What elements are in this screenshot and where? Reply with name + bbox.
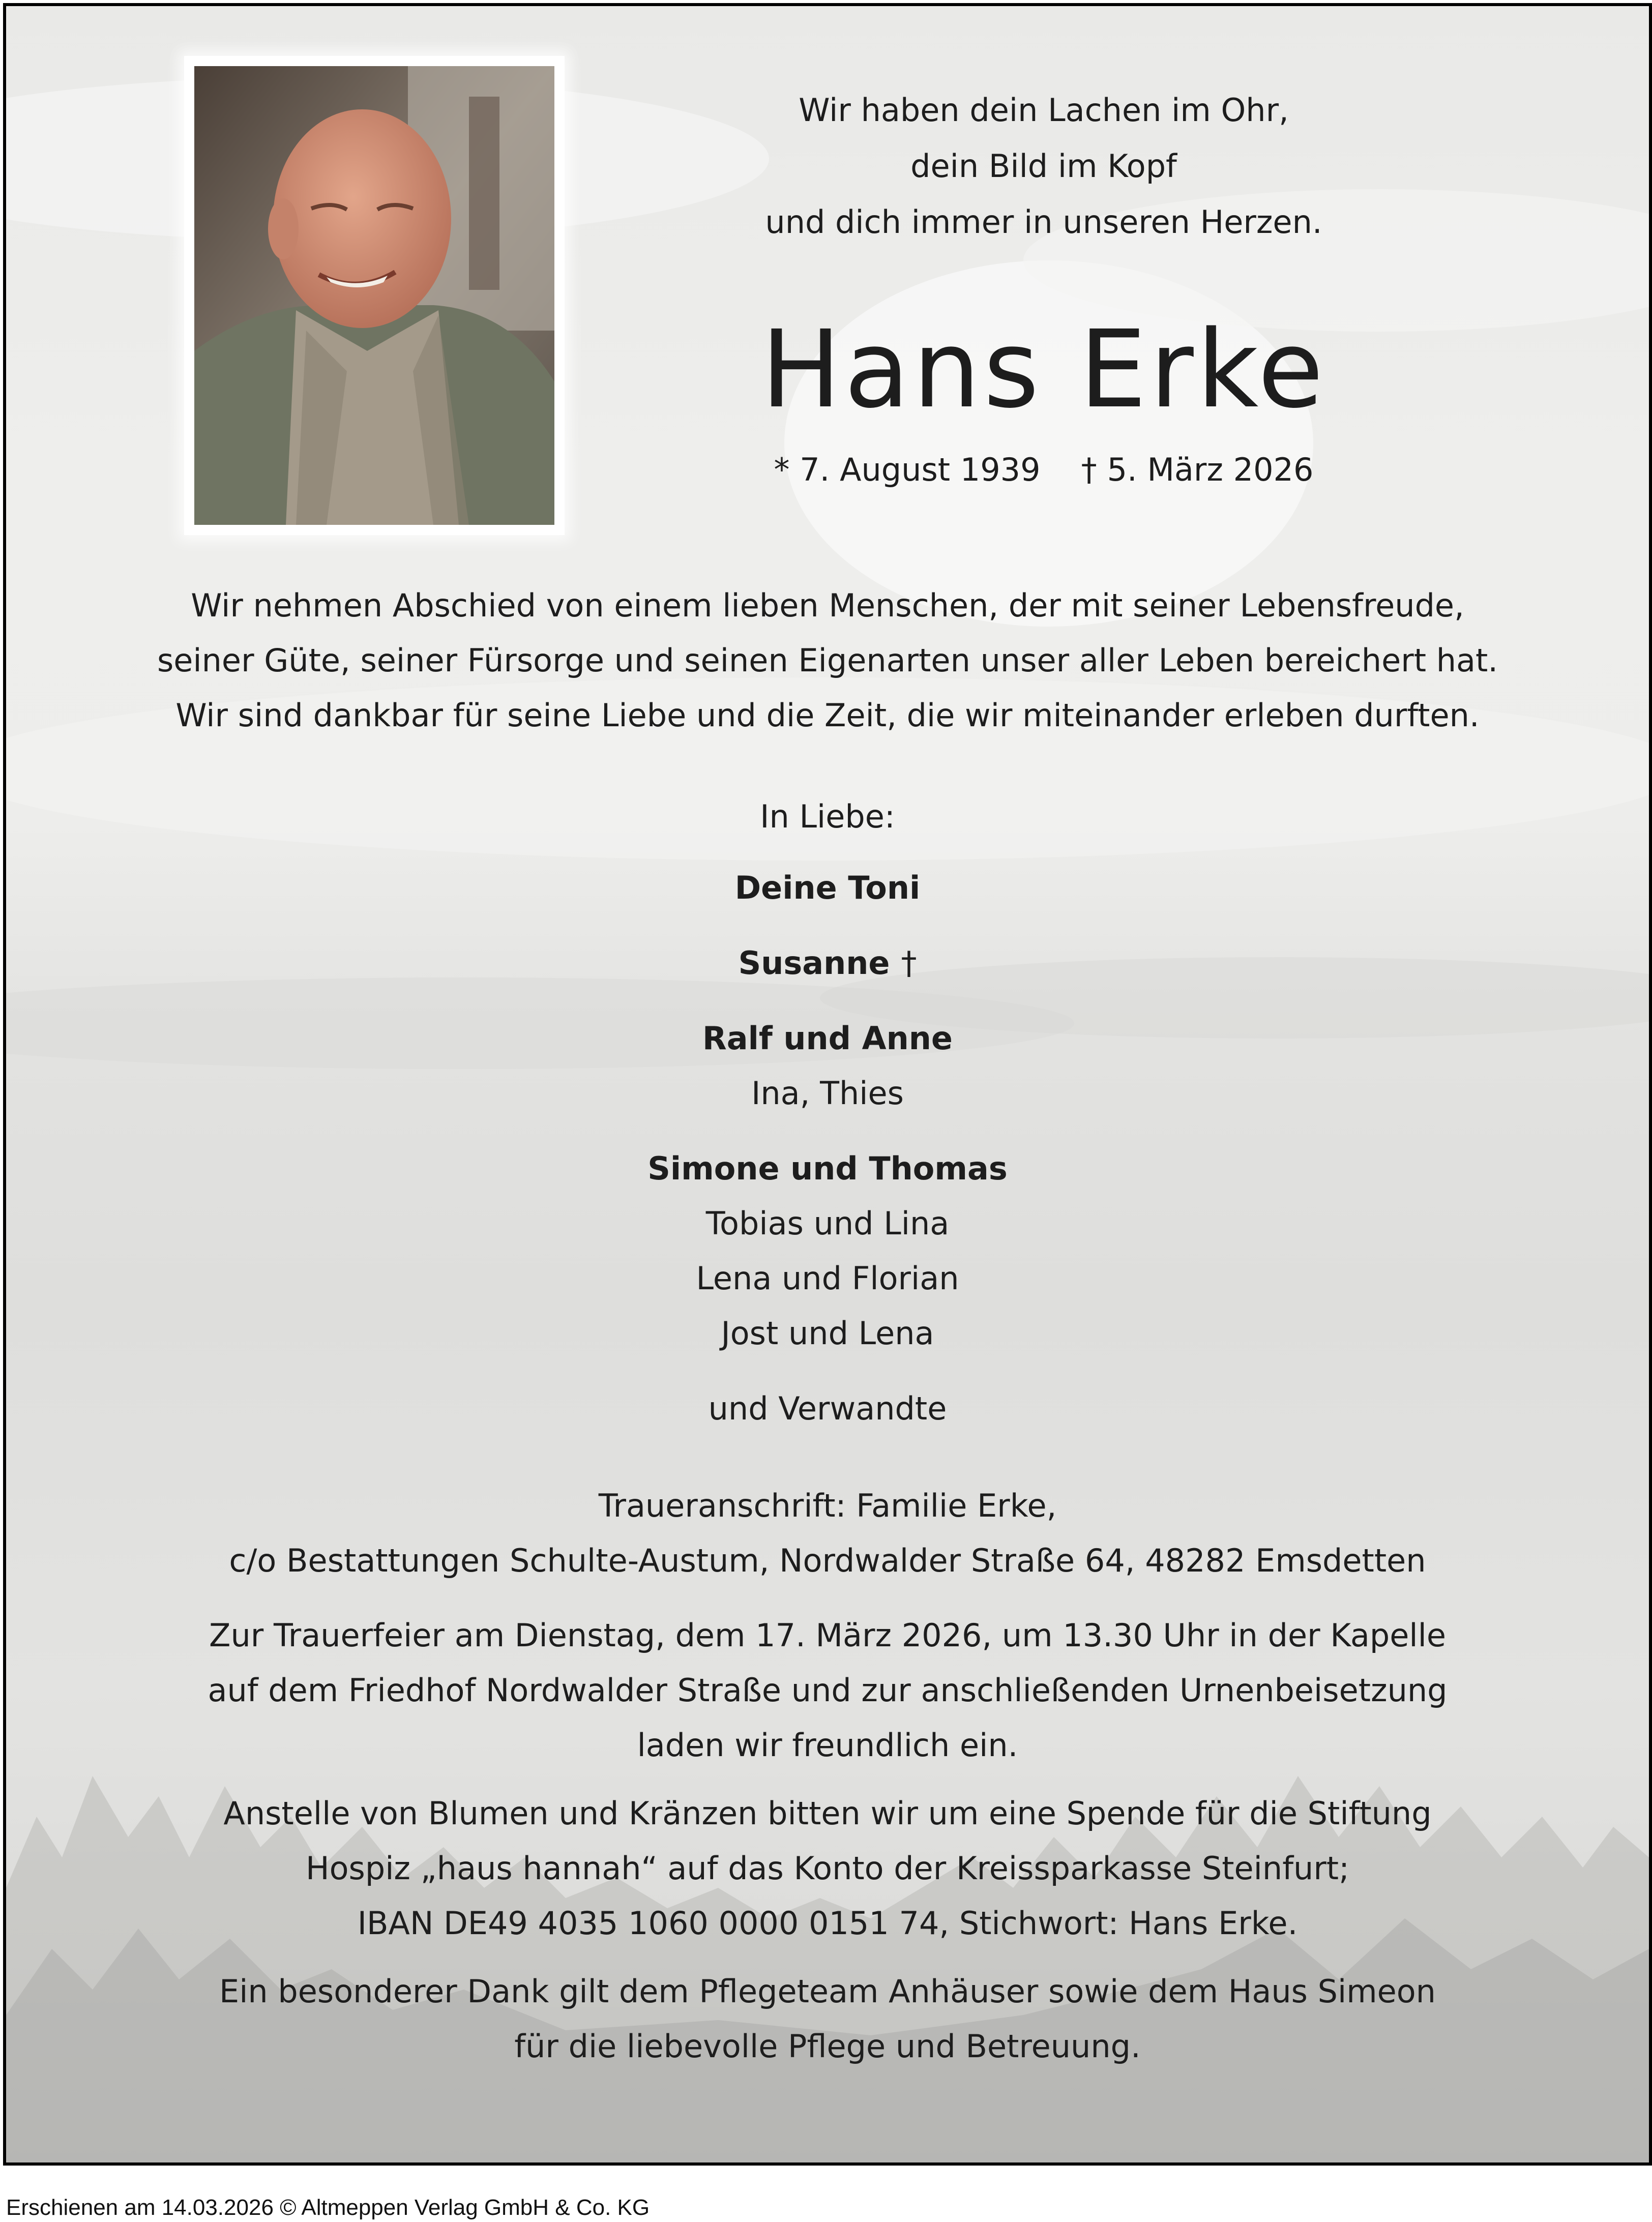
family-child-line: Lena und Florian — [696, 1260, 959, 1297]
verse-line: dein Bild im Kopf — [910, 147, 1177, 185]
verse-line: Wir haben dein Lachen im Ohr, — [799, 92, 1289, 129]
address-line: c/o Bestattungen Schulte-Austum, Nordwalder Straße 64, 48282 Emsdetten — [229, 1542, 1426, 1579]
ceremony-line: auf dem Friedhof Nordwalder Straße und zur anschließenden Urnenbeisetzung — [208, 1672, 1448, 1709]
publication-footer: Erschienen am 14.03.2026 © Altmeppen Verlag GmbH & Co. KG — [6, 2195, 650, 2220]
life-dates — [637, 445, 1451, 495]
family-child-line: Jost und Lena — [721, 1315, 934, 1352]
verse-line: und dich immer in unseren Herzen. — [765, 203, 1322, 241]
donation-line: IBAN DE49 4035 1060 0000 0151 74, Stichwort: Hans Erke. — [357, 1905, 1298, 1942]
mourning-address — [37, 1478, 1618, 1588]
family-name-toni: Deine Toni — [734, 869, 921, 906]
farewell-line: seiner Güte, seiner Fürsorge und seinen Eigenarten unser aller Leben bereichert hat. — [157, 642, 1498, 679]
thanks-line: Ein besonderer Dank gilt dem Pflegeteam Anhäuser sowie dem Haus Simeon — [219, 1973, 1436, 2010]
family-name-ralf-anne: Ralf und Anne — [702, 1020, 953, 1057]
farewell-text — [37, 578, 1618, 743]
portrait-photo-frame — [184, 56, 565, 535]
donation-line: Anstelle von Blumen und Kränzen bitten wir um eine Spende für die Stiftung — [223, 1795, 1432, 1832]
signoff: In Liebe: — [760, 798, 895, 835]
address-line: Traueranschrift: Familie Erke, — [598, 1487, 1057, 1524]
donation-info — [37, 1786, 1618, 1951]
family-children-ralf: Ina, Thies — [751, 1075, 904, 1112]
family-list — [37, 861, 1618, 1436]
cross-icon: † — [901, 944, 917, 982]
death-cross-icon: † — [1081, 451, 1097, 488]
obituary-card — [3, 3, 1652, 2166]
thanks-line: für die liebevolle Pflege und Betreuung. — [514, 2028, 1141, 2065]
farewell-line: Wir nehmen Abschied von einem lieben Menschen, der mit seiner Lebensfreude, — [191, 587, 1464, 624]
family-name-susanne: Susanne — [738, 944, 890, 982]
death-date: 5. März 2026 — [1107, 451, 1314, 488]
family-child-line: Tobias und Lina — [705, 1205, 950, 1242]
deceased-name: Hans Erke — [760, 307, 1327, 432]
farewell-line: Wir sind dankbar für seine Liebe und die Zeit, die wir miteinander erleben durften. — [175, 697, 1480, 734]
portrait-photo — [194, 66, 554, 525]
ceremony-info — [37, 1608, 1618, 1773]
verse — [647, 82, 1440, 250]
birth-date: * 7. August 1939 — [774, 451, 1041, 488]
thanks — [37, 1964, 1618, 2074]
donation-line: Hospiz „haus hannah“ auf das Konto der Kreissparkasse Steinfurt; — [305, 1850, 1350, 1887]
family-name-simone-thomas: Simone und Thomas — [647, 1150, 1008, 1187]
ceremony-line: Zur Trauerfeier am Dienstag, dem 17. März 2026, um 13.30 Uhr in der Kapelle — [209, 1617, 1446, 1654]
ceremony-line: laden wir freundlich ein. — [637, 1727, 1018, 1764]
relatives: und Verwandte — [708, 1390, 947, 1427]
